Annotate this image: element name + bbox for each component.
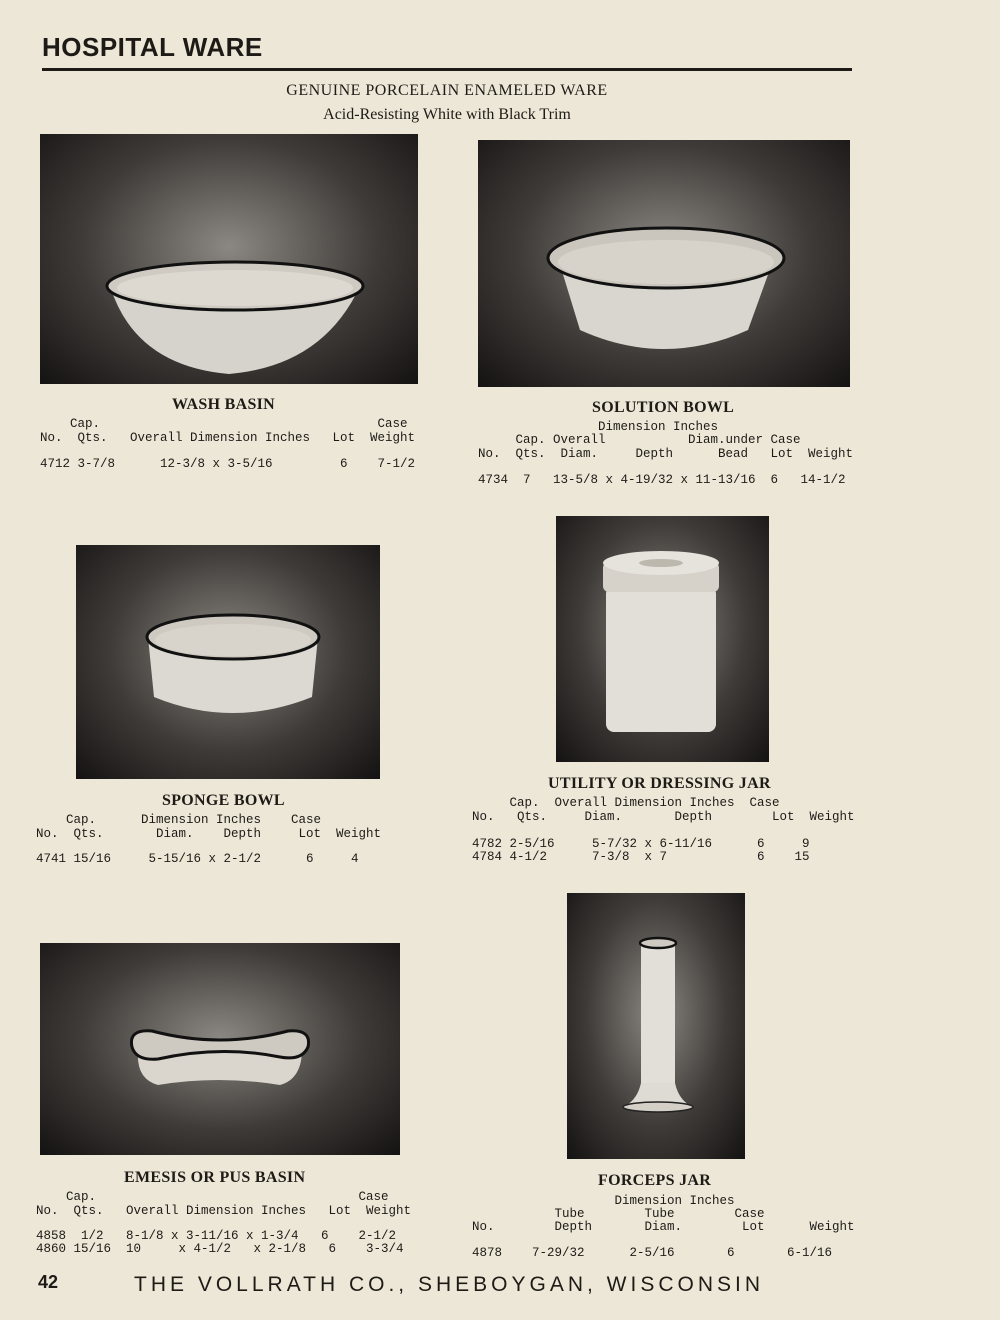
utility-jar-table-header-2: No. Qts. Diam. Depth Lot Weight — [472, 810, 855, 824]
solution-bowl-row-4734: 4734 7 13-5/8 x 4-19/32 x 11-13/16 6 14-1/2 — [478, 473, 846, 487]
title-rule — [42, 68, 852, 71]
sponge-bowl-photo — [76, 545, 380, 779]
utility-jar-table-header-1: Cap. Overall Dimension Inches Case — [472, 796, 780, 810]
page-number: 42 — [38, 1272, 59, 1292]
wash-basin-illustration — [40, 134, 418, 384]
solution-bowl-table-header-1: Dimension Inches — [478, 420, 719, 434]
forceps-jar-illustration — [567, 893, 745, 1159]
utility-jar-row-4782: 4782 2-5/16 5-7/32 x 6-11/16 6 9 — [472, 837, 810, 851]
solution-bowl-table-header-3: No. Qts. Diam. Depth Bead Lot Weight — [478, 447, 854, 461]
sponge-bowl-table-header-1: Cap. Dimension Inches Case — [36, 813, 322, 827]
utility-jar-illustration — [556, 516, 769, 762]
emesis-basin-illustration — [40, 943, 400, 1155]
forceps-jar-table-header-3: No. Depth Diam. Lot Weight — [472, 1220, 855, 1234]
solution-bowl-illustration — [478, 140, 850, 387]
forceps-jar-table-header-2: Tube Tube Case — [472, 1207, 765, 1221]
utility-jar-title: UTILITY OR DRESSING JAR — [548, 775, 771, 792]
wash-basin-photo — [40, 134, 418, 384]
sponge-bowl-illustration — [76, 545, 380, 779]
forceps-jar-row-4878: 4878 7-29/32 2-5/16 6 6-1/16 — [472, 1246, 833, 1260]
wash-basin-title: WASH BASIN — [172, 396, 276, 413]
wash-basin-row-4712: 4712 3-7/8 12-3/8 x 3-5/16 6 7-1/2 — [40, 457, 416, 471]
forceps-jar-title: FORCEPS JAR — [598, 1172, 712, 1189]
subtitle-line2: Acid-Resisting White with Black Trim — [323, 106, 571, 123]
sponge-bowl-title: SPONGE BOWL — [162, 792, 285, 809]
utility-jar-row-4784: 4784 4-1/2 7-3/8 x 7 6 15 — [472, 850, 810, 864]
forceps-jar-photo — [567, 893, 745, 1159]
solution-bowl-title: SOLUTION BOWL — [592, 399, 735, 416]
emesis-basin-title: EMESIS OR PUS BASIN — [124, 1169, 306, 1186]
emesis-basin-row-4860: 4860 15/16 10 x 4-1/2 x 2-1/8 6 3-3/4 — [36, 1242, 404, 1256]
footer-company: THE VOLLRATH CO., SHEBOYGAN, WISCONSIN — [134, 1273, 765, 1296]
subtitle-line1: GENUINE PORCELAIN ENAMELED WARE — [286, 82, 608, 99]
sponge-bowl-row-4741: 4741 15/16 5-15/16 x 2-1/2 6 4 — [36, 852, 359, 866]
solution-bowl-table-header-2: Cap. Overall Diam.under Case — [478, 433, 801, 447]
wash-basin-table-header-2: No. Qts. Overall Dimension Inches Lot Weight — [40, 431, 416, 445]
page-title: HOSPITAL WARE — [42, 32, 263, 62]
solution-bowl-photo — [478, 140, 850, 387]
emesis-basin-table-header-1: Cap. Case — [36, 1190, 389, 1204]
wash-basin-table-header-1: Cap. Case — [40, 417, 408, 431]
forceps-jar-table-header-1: Dimension Inches — [472, 1194, 735, 1208]
emesis-basin-photo — [40, 943, 400, 1155]
emesis-basin-row-4858: 4858 1/2 8-1/8 x 3-11/16 x 1-3/4 6 2-1/2 — [36, 1229, 397, 1243]
sponge-bowl-table-header-2: No. Qts. Diam. Depth Lot Weight — [36, 827, 382, 841]
emesis-basin-table-header-2: No. Qts. Overall Dimension Inches Lot Weight — [36, 1204, 412, 1218]
utility-jar-photo — [556, 516, 769, 762]
